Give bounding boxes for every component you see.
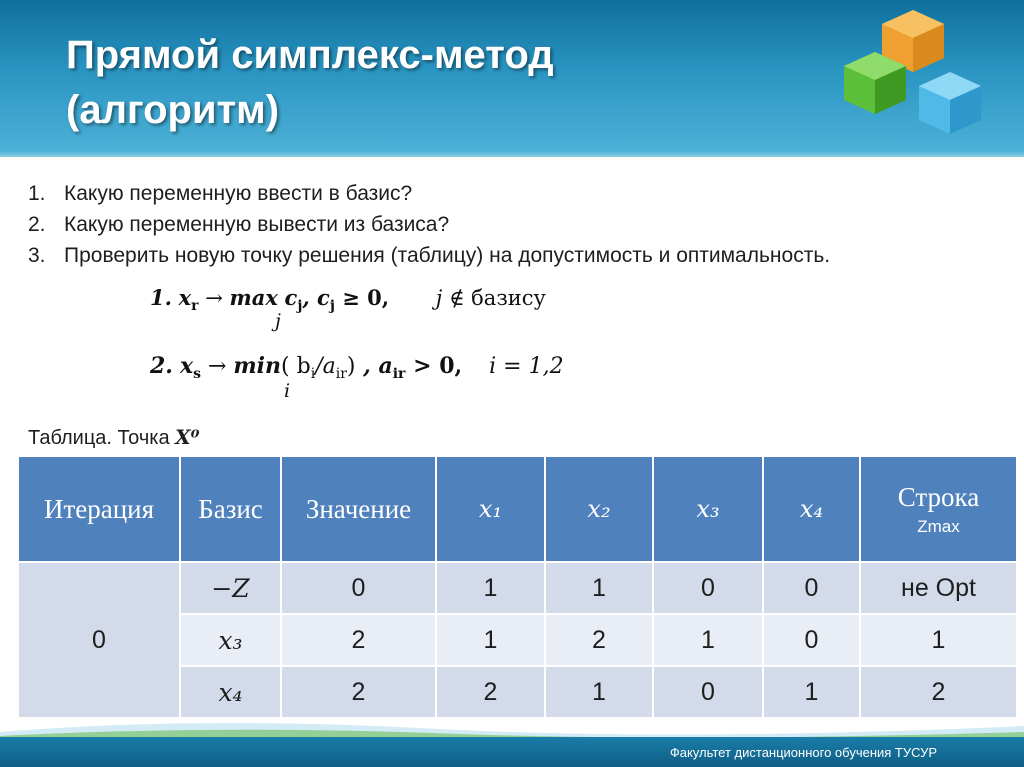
header-x2: x₂ bbox=[545, 456, 653, 562]
formula2-under: i bbox=[284, 380, 291, 402]
leaving-variable-formula: 2. $x_s \to \min$( $b_i/a_{ir}$) , $a_{ir} > 0$, i = 1,2 bbox=[150, 353, 564, 382]
question-item bbox=[28, 178, 830, 209]
table-cell: 1 bbox=[545, 666, 653, 718]
table-cell: 0 bbox=[763, 562, 860, 614]
table-cell: 0 bbox=[653, 562, 763, 614]
table-cell: 1 bbox=[860, 614, 1017, 666]
question-list bbox=[28, 178, 830, 271]
table-cell: 0 bbox=[281, 562, 436, 614]
header-basis: Базис bbox=[180, 456, 281, 562]
footer-text: Факультет дистанционного обучения ТУСУР bbox=[669, 745, 937, 760]
header-iteration: Итерация bbox=[18, 456, 180, 562]
basis-cell: x₄ bbox=[180, 666, 281, 718]
header-zmax-row: Строка Zmax bbox=[860, 456, 1017, 562]
header-x3: x₃ bbox=[653, 456, 763, 562]
iteration-cell: 0 bbox=[18, 562, 180, 718]
table-cell: 2 bbox=[860, 666, 1017, 718]
table-cell: 2 bbox=[436, 666, 545, 718]
question-text: Проверить новую точку решения (таблицу) на допустимость и оптимальность. bbox=[64, 244, 831, 267]
header-value: Значение bbox=[281, 456, 436, 562]
title-line-1: Прямой симплекс-метод bbox=[66, 33, 554, 77]
page-title bbox=[66, 28, 554, 138]
table-caption: Таблица. Точка X⁰ bbox=[28, 425, 200, 449]
table-header-row bbox=[18, 456, 1017, 562]
table-cell: 0 bbox=[653, 666, 763, 718]
header-x4: x₄ bbox=[763, 456, 860, 562]
title-line-2: (алгоритм) bbox=[66, 88, 280, 132]
table-cell: не Opt bbox=[860, 562, 1017, 614]
question-item bbox=[28, 209, 830, 240]
table-cell: 0 bbox=[763, 614, 860, 666]
question-item bbox=[28, 240, 830, 271]
table-cell: 2 bbox=[281, 614, 436, 666]
formula-number: 1. bbox=[150, 285, 172, 310]
entering-variable-formula: 1. $x_r \to \max c_j$, $c_j \ge 0$, j ∉ базису bbox=[150, 285, 546, 314]
formula-var: x bbox=[178, 285, 192, 310]
basis-cell: −Z bbox=[180, 562, 281, 614]
hexagon-cubes-logo bbox=[838, 6, 988, 152]
table-cell: 1 bbox=[653, 614, 763, 666]
header-x1: x₁ bbox=[436, 456, 545, 562]
table-cell: 1 bbox=[436, 614, 545, 666]
formula1-under: j bbox=[275, 310, 281, 332]
table-cell: 1 bbox=[763, 666, 860, 718]
table-cell: 2 bbox=[545, 614, 653, 666]
simplex-table bbox=[17, 455, 1018, 719]
question-text: Какую переменную ввести в базис? bbox=[64, 182, 413, 205]
basis-cell: x₃ bbox=[180, 614, 281, 666]
question-text: Какую переменную вывести из базиса? bbox=[64, 213, 450, 236]
question-number: 3. bbox=[28, 244, 46, 267]
table-cell: 1 bbox=[436, 562, 545, 614]
table-cell: 1 bbox=[545, 562, 653, 614]
question-number: 2. bbox=[28, 213, 46, 236]
table-row bbox=[18, 562, 1017, 614]
title-banner bbox=[0, 0, 1024, 157]
footer-bar bbox=[0, 737, 1024, 767]
question-number: 1. bbox=[28, 182, 46, 205]
point-label: X⁰ bbox=[175, 425, 200, 449]
table-cell: 2 bbox=[281, 666, 436, 718]
